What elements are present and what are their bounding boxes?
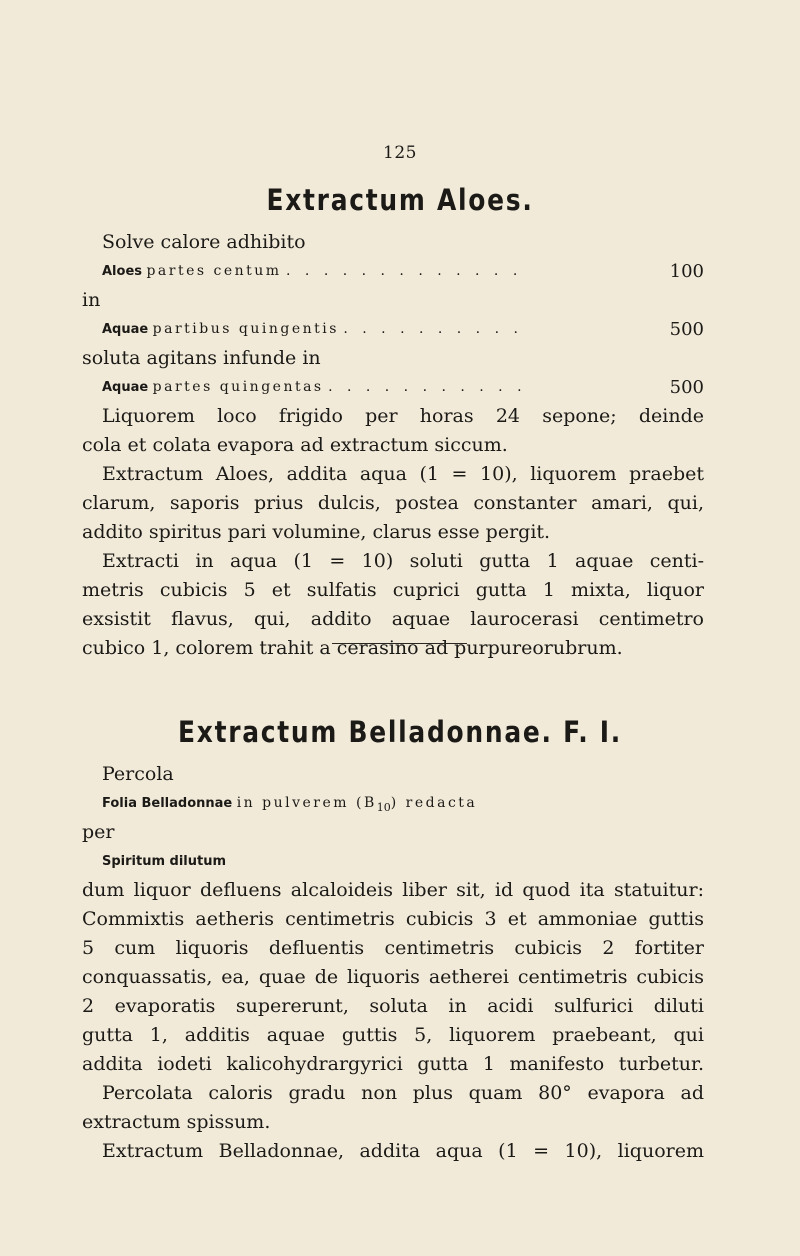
ingredient-amount: 100 bbox=[669, 261, 704, 282]
connector-line: in bbox=[82, 289, 101, 311]
text-line: exsistit flavus, qui, addito aquae laurocerasi centimetro bbox=[82, 608, 704, 630]
text-line: Liquorem loco frigido per horas 24 sepone; deinde bbox=[102, 405, 704, 427]
ingredient-name: Spiritum dilutum bbox=[102, 854, 227, 869]
ingredient-name: Folia Belladonnae bbox=[102, 796, 233, 811]
ingredient-line bbox=[82, 315, 704, 344]
leader-dots: . . . . . . . . . . . bbox=[328, 379, 527, 395]
text-line: addita iodeti kalicohydrargyrici gutta 1 manifesto turbetur. bbox=[82, 1053, 704, 1075]
ingredient-line bbox=[82, 373, 704, 402]
ingredient-amount: 500 bbox=[669, 319, 704, 340]
text-line: 5 cum liquoris defluentis centimetris cubicis 2 fortiter bbox=[82, 937, 704, 959]
intro-line: Solve calore adhibito bbox=[102, 231, 306, 253]
ingredient-line bbox=[82, 847, 704, 876]
recipe-belladonna bbox=[82, 760, 704, 1166]
ingredient-line bbox=[82, 789, 704, 818]
text-line: Extracti in aqua (1 = 10) soluti gutta 1 aquae centi- bbox=[102, 550, 704, 572]
connector-line: soluta agitans infunde in bbox=[82, 347, 321, 369]
text-line: Percolata caloris gradu non plus quam 80° evapora ad bbox=[102, 1082, 704, 1104]
text-line: Extractum Belladonnae, addita aqua (1 = 10), liquorem bbox=[102, 1140, 704, 1162]
ingredient-name: Aquae bbox=[102, 380, 149, 395]
ingredient-line bbox=[82, 257, 704, 286]
text-line: conquassatis, ea, quae de liquoris aetherei centimetris cubicis bbox=[82, 966, 704, 988]
ingredient-quantity: partes quingentas bbox=[152, 379, 324, 395]
text-line: addito spiritus pari volumine, clarus esse pergit. bbox=[82, 521, 551, 543]
ingredient-name: Aloes bbox=[102, 264, 143, 279]
ingredient-quantity-end: ) redacta bbox=[390, 795, 478, 811]
ingredient-amount: 500 bbox=[669, 377, 704, 398]
text-line: Commixtis aetheris centimetris cubicis 3 et ammoniae guttis bbox=[82, 908, 704, 930]
text-line: gutta 1, additis aquae guttis 5, liquorem praebeant, qui bbox=[82, 1024, 704, 1046]
text-line: extractum spissum. bbox=[82, 1111, 271, 1133]
text-line: metris cubicis 5 et sulfatis cuprici gutta 1 mixta, liquor bbox=[82, 579, 704, 601]
ingredient-quantity: in pulverem (B bbox=[236, 795, 377, 811]
section-title-aloes: Extractum Aloes. bbox=[266, 183, 534, 217]
ingredient-quantity: partibus quingentis bbox=[152, 321, 339, 337]
ingredient-quantity: partes centum bbox=[146, 263, 282, 279]
leader-dots: . . . . . . . . . . . . . bbox=[286, 263, 523, 279]
leader-dots: . . . . . . . . . . bbox=[343, 321, 523, 337]
section-title-belladonna: Extractum Belladonnae. F. I. bbox=[177, 715, 623, 749]
text-line: cola et colata evapora ad extractum siccum. bbox=[82, 434, 508, 456]
text-line: cubico 1, colorem trahit a cerasino ad purpureorubrum. bbox=[82, 637, 623, 659]
connector-line: per bbox=[82, 821, 115, 843]
recipe-aloes bbox=[82, 228, 704, 663]
subscript: 10 bbox=[376, 800, 391, 814]
page-number: 125 bbox=[383, 143, 417, 163]
ingredient-name: Aquae bbox=[102, 322, 149, 337]
section-divider bbox=[332, 643, 467, 644]
text-line: Extractum Aloes, addita aqua (1 = 10), liquorem praebet bbox=[102, 463, 704, 485]
text-line: 2 evaporatis supererunt, soluta in acidi sulfurici diluti bbox=[82, 995, 704, 1017]
intro-line: Percola bbox=[102, 763, 174, 785]
text-line: clarum, saporis prius dulcis, postea constanter amari, qui, bbox=[82, 492, 704, 514]
text-line: dum liquor defluens alcaloideis liber sit, id quod ita statuitur: bbox=[82, 879, 704, 901]
